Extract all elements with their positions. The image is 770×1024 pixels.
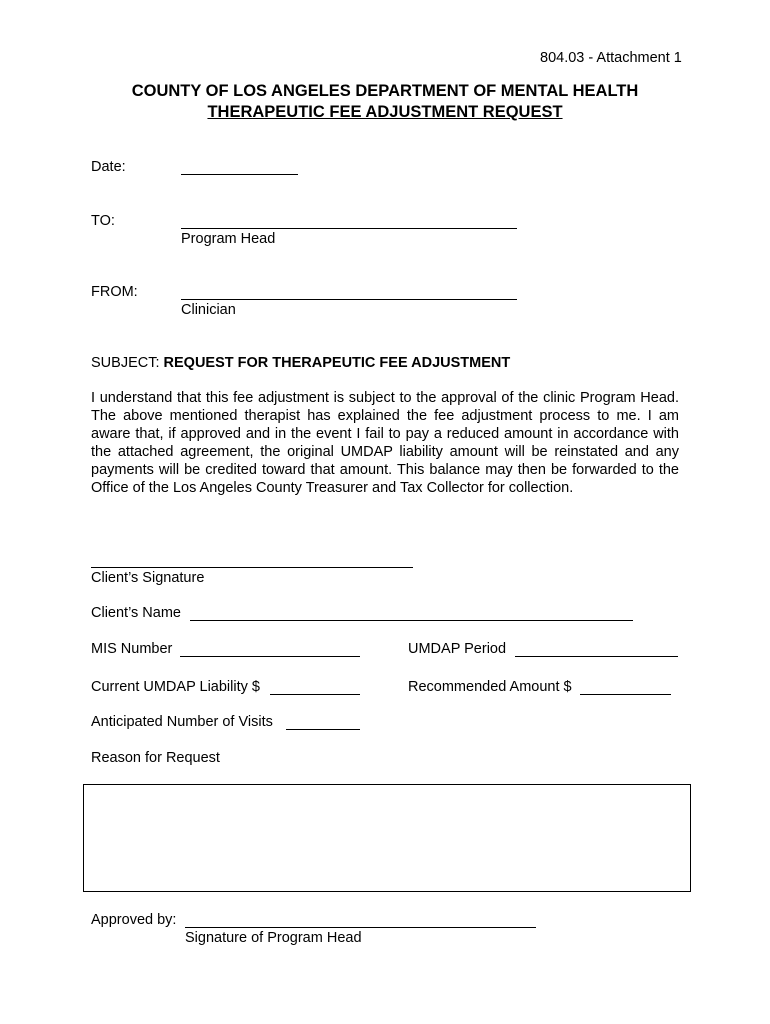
to-caption: Program Head bbox=[181, 231, 276, 247]
to-label: TO: bbox=[91, 213, 115, 229]
current-liability-label: Current UMDAP Liability $ bbox=[91, 679, 260, 695]
from-field[interactable] bbox=[181, 299, 517, 300]
reason-textbox[interactable] bbox=[83, 784, 691, 892]
program-head-signature-caption: Signature of Program Head bbox=[185, 930, 362, 946]
umdap-period-field[interactable] bbox=[515, 656, 678, 657]
from-label: FROM: bbox=[91, 284, 138, 300]
document-subtitle: THERAPEUTIC FEE ADJUSTMENT REQUEST bbox=[207, 103, 563, 121]
subject-text: REQUEST FOR THERAPEUTIC FEE ADJUSTMENT bbox=[163, 355, 511, 371]
mis-number-field[interactable] bbox=[180, 656, 360, 657]
recommended-amount-label: Recommended Amount $ bbox=[408, 679, 572, 695]
approved-by-field[interactable] bbox=[185, 927, 536, 928]
anticipated-visits-field[interactable] bbox=[286, 729, 360, 730]
client-name-label: Client’s Name bbox=[91, 605, 181, 621]
mis-number-label: MIS Number bbox=[91, 641, 173, 657]
recommended-amount-field[interactable] bbox=[580, 694, 671, 695]
anticipated-visits-label: Anticipated Number of Visits bbox=[91, 714, 273, 730]
approved-by-label: Approved by: bbox=[91, 912, 177, 928]
date-label: Date: bbox=[91, 159, 126, 175]
subject-line bbox=[91, 354, 510, 372]
umdap-period-label: UMDAP Period bbox=[408, 641, 507, 657]
client-signature-caption: Client’s Signature bbox=[91, 570, 205, 586]
to-field[interactable] bbox=[181, 228, 517, 229]
date-field[interactable] bbox=[181, 174, 298, 175]
client-name-field[interactable] bbox=[190, 620, 633, 621]
reason-label: Reason for Request bbox=[91, 750, 220, 766]
current-liability-field[interactable] bbox=[270, 694, 360, 695]
subject-label: SUBJECT: bbox=[91, 355, 160, 371]
agreement-paragraph: I understand that this fee adjustment is subject to the approval of the clinic Program Head. The above mentioned therapist has explained the fee adjustment process to me. I am aware that, if approved and in the event I fail to pay a reduced amount in accordance with the attached agreement, the original UMDAP liability amount will be reinstated and any payments will be credited toward that amount. This balance may then be forwarded to the Office of the Los Angeles County Treasurer and Tax Collector for collection. bbox=[91, 390, 679, 496]
from-caption: Clinician bbox=[181, 302, 236, 318]
client-signature-field[interactable] bbox=[91, 567, 413, 568]
document-title: COUNTY OF LOS ANGELES DEPARTMENT OF MENTAL HEALTH bbox=[131, 82, 639, 100]
attachment-number: 804.03 - Attachment 1 bbox=[540, 50, 682, 66]
